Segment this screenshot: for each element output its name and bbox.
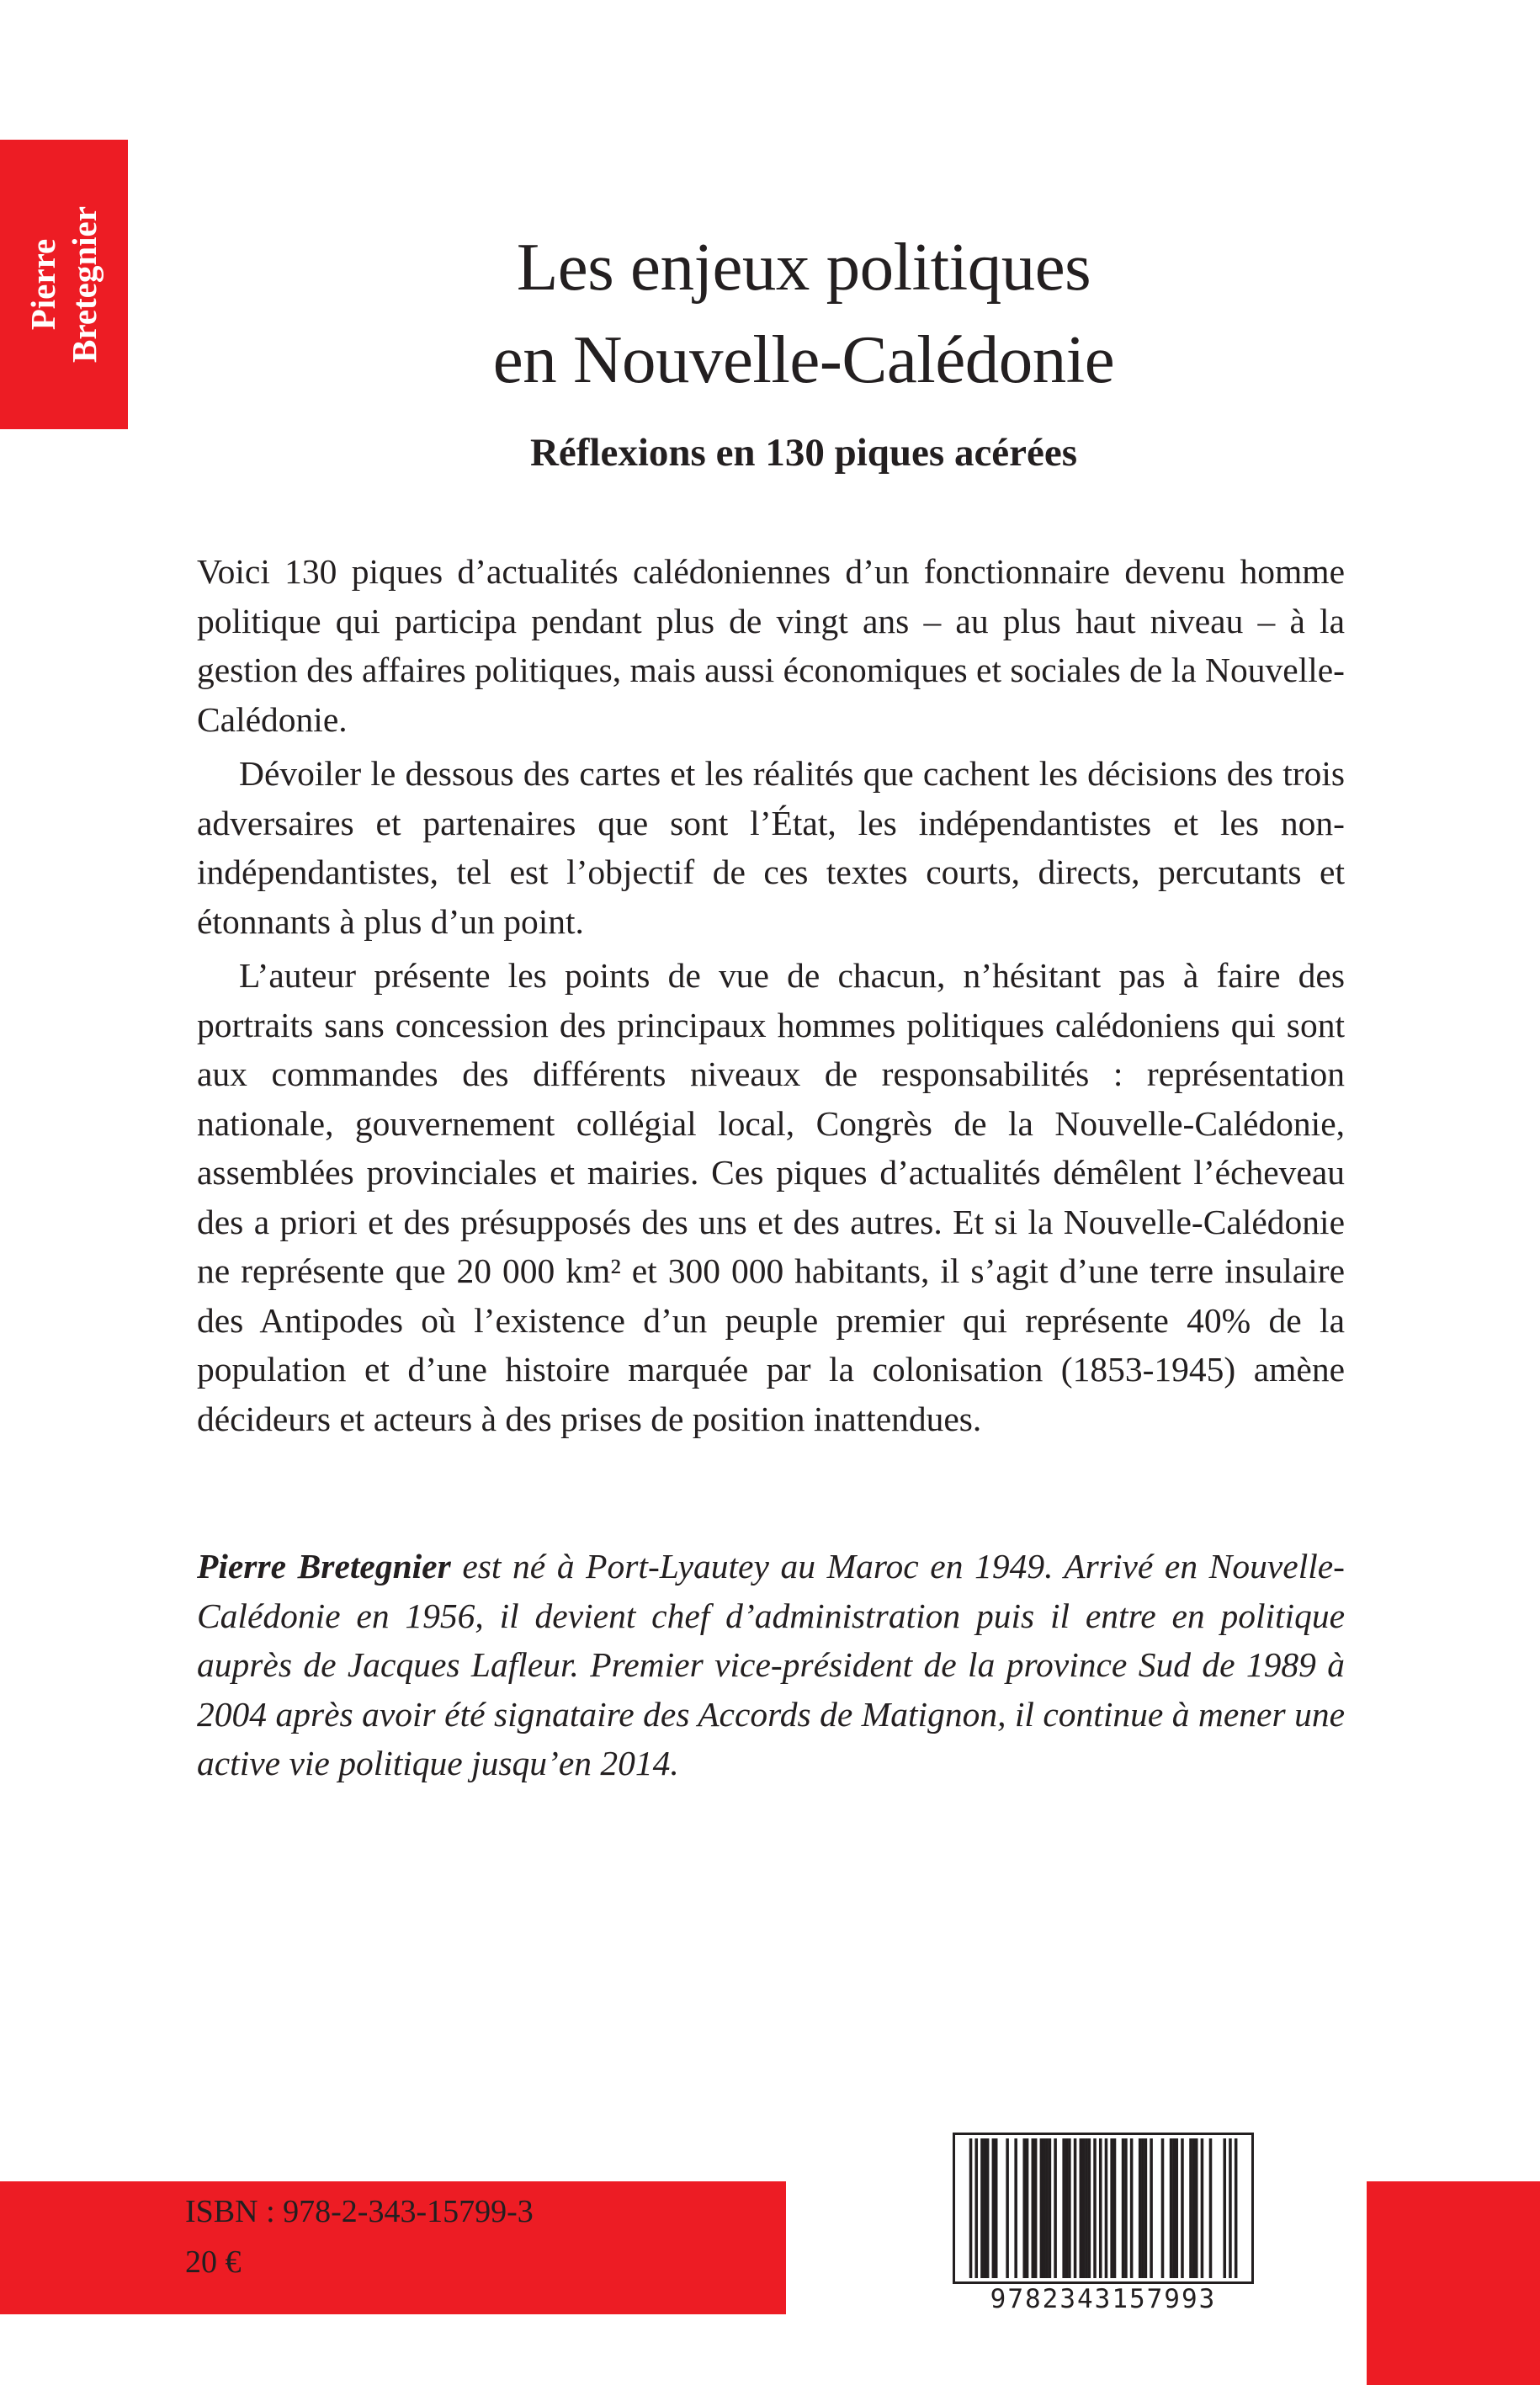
barcode-bar: [1049, 2138, 1052, 2278]
barcode-bar: [1113, 2138, 1117, 2278]
barcode-bar: [1022, 2138, 1026, 2278]
barcode-digits: 9782343157993: [990, 2284, 1217, 2314]
barcode: [953, 2133, 1254, 2284]
barcode-bar: [1189, 2138, 1192, 2278]
book-subtitle: Réflexions en 130 piques acérées: [529, 431, 1078, 475]
barcode-bar: [1080, 2138, 1083, 2278]
barcode-bar: [984, 2138, 987, 2278]
barcode-bar: [1054, 2138, 1057, 2278]
author-tab: [0, 140, 128, 429]
blurb-paragraph: Dévoiler le dessous des cartes et les réalités que cachent les décisions des trois adversaires et partenaires que sont l’État, les indépendantistes et les non-indépendantistes, tel est l’objectif de ces textes courts, directs, percutants et étonnants à plus d’un point.: [197, 754, 1345, 941]
barcode-bar: [1201, 2138, 1204, 2278]
barcode-bar: [1139, 2138, 1142, 2278]
barcode-bar: [1235, 2138, 1238, 2278]
barcode-bar: [1209, 2138, 1213, 2278]
corner-accent-block: [1367, 2181, 1540, 2385]
barcode-bar: [1082, 2138, 1086, 2278]
barcode-bar: [1170, 2138, 1173, 2278]
author-name-spine: Pierre Bretegnier: [24, 206, 104, 363]
blurb: [197, 547, 1345, 1448]
barcode-bar: [1085, 2138, 1088, 2278]
barcode-bar: [1099, 2138, 1102, 2278]
barcode-bar: [1130, 2138, 1134, 2278]
barcode-bar: [1093, 2138, 1097, 2278]
barcode-bar: [1068, 2138, 1071, 2278]
barcode-bar: [1032, 2138, 1035, 2278]
barcode-bar: [980, 2138, 984, 2278]
barcode-bar: [1122, 2138, 1125, 2278]
barcode-bar: [1192, 2138, 1196, 2278]
barcode-bar: [1088, 2138, 1091, 2278]
barcode-bar: [1223, 2138, 1226, 2278]
barcode-bar: [1074, 2138, 1077, 2278]
blurb-paragraph: Voici 130 piques d’actualités calédoniennes d’un fonctionnaire devenu homme politique qui participa pendant plus de vingt ans – au plus haut niveau – à la gestion des affaires politiques, mais aussi économiques et sociales de la Nouvelle-Calédonie.: [197, 552, 1345, 739]
barcode-bar: [1181, 2138, 1184, 2278]
barcode-bar: [1105, 2138, 1108, 2278]
barcode-bar: [1150, 2138, 1153, 2278]
author-bio: [197, 1542, 1345, 1788]
barcode-bar: [1144, 2138, 1148, 2278]
barcode-bar: [1124, 2138, 1128, 2278]
barcode-bar: [1043, 2138, 1046, 2278]
barcode-bar: [1045, 2138, 1049, 2278]
author-bio-text: est né à Port-Lyautey au Maroc en 1949. Arrivé en Nouvelle-Calédonie en 1956, il devient chef d’administration puis il entre en politique auprès de Jacques Lafleur. Premier vice-président de la province Sud de 1989 à 2004 après avoir été signataire des Accords de Matignon, il continue à mener une active vie politique jusqu’en 2014.: [197, 1547, 1345, 1782]
barcode-bar: [1229, 2138, 1232, 2278]
barcode-bar: [969, 2138, 973, 2278]
barcode-bar: [995, 2138, 998, 2278]
barcode-bar: [1195, 2138, 1198, 2278]
barcode-bar: [1172, 2138, 1176, 2278]
blurb-paragraph: L’auteur présente les points de vue de chacun, n’hésitant pas à faire des portraits sans concession des principaux hommes politiques calédoniens qui sont aux commandes des différents niveaux de responsabilités : représentation nationale, gouvernement collégial local, Congrès de la Nouvelle-Calédonie, assemblées provinciales et mairies. Ces piques d’actualités démêlent l’écheveau des a priori et des présupposés des uns et des autres. Et si la Nouvelle-Calédonie ne représente que 20 000 km² et 300 000 habitants, il s’agit d’une terre insulaire des Antipodes où l’existence d’un peuple premier qui représente 40% de la population et d’une histoire marquée par la colonisation (1853-1945) amène décideurs et acteurs à des prises de position inattendues.: [197, 956, 1345, 1438]
barcode-bar: [1161, 2138, 1165, 2278]
barcode-bar: [1014, 2138, 1017, 2278]
author-bio-name: Pierre Bretegnier: [197, 1547, 451, 1586]
barcode-bar: [1026, 2138, 1029, 2278]
barcode-bar: [986, 2138, 990, 2278]
barcode-bar: [1034, 2138, 1038, 2278]
barcode-bar: [1175, 2138, 1178, 2278]
book-title: Les enjeux politiques en Nouvelle-Calédonie: [492, 229, 1115, 397]
isbn-block: [185, 2186, 534, 2287]
barcode-bar: [1110, 2138, 1113, 2278]
barcode-bar: [1006, 2138, 1009, 2278]
barcode-bar: [1062, 2138, 1065, 2278]
barcode-bar: [1065, 2138, 1069, 2278]
barcode-bars: [955, 2135, 1251, 2281]
barcode-bar: [974, 2138, 978, 2278]
barcode-bar: [1040, 2138, 1043, 2278]
barcode-bar: [992, 2138, 996, 2278]
barcode-bar: [1141, 2138, 1144, 2278]
price-label: 20 €: [185, 2244, 242, 2280]
isbn-label: ISBN : 978-2-343-15799-3: [185, 2194, 534, 2229]
